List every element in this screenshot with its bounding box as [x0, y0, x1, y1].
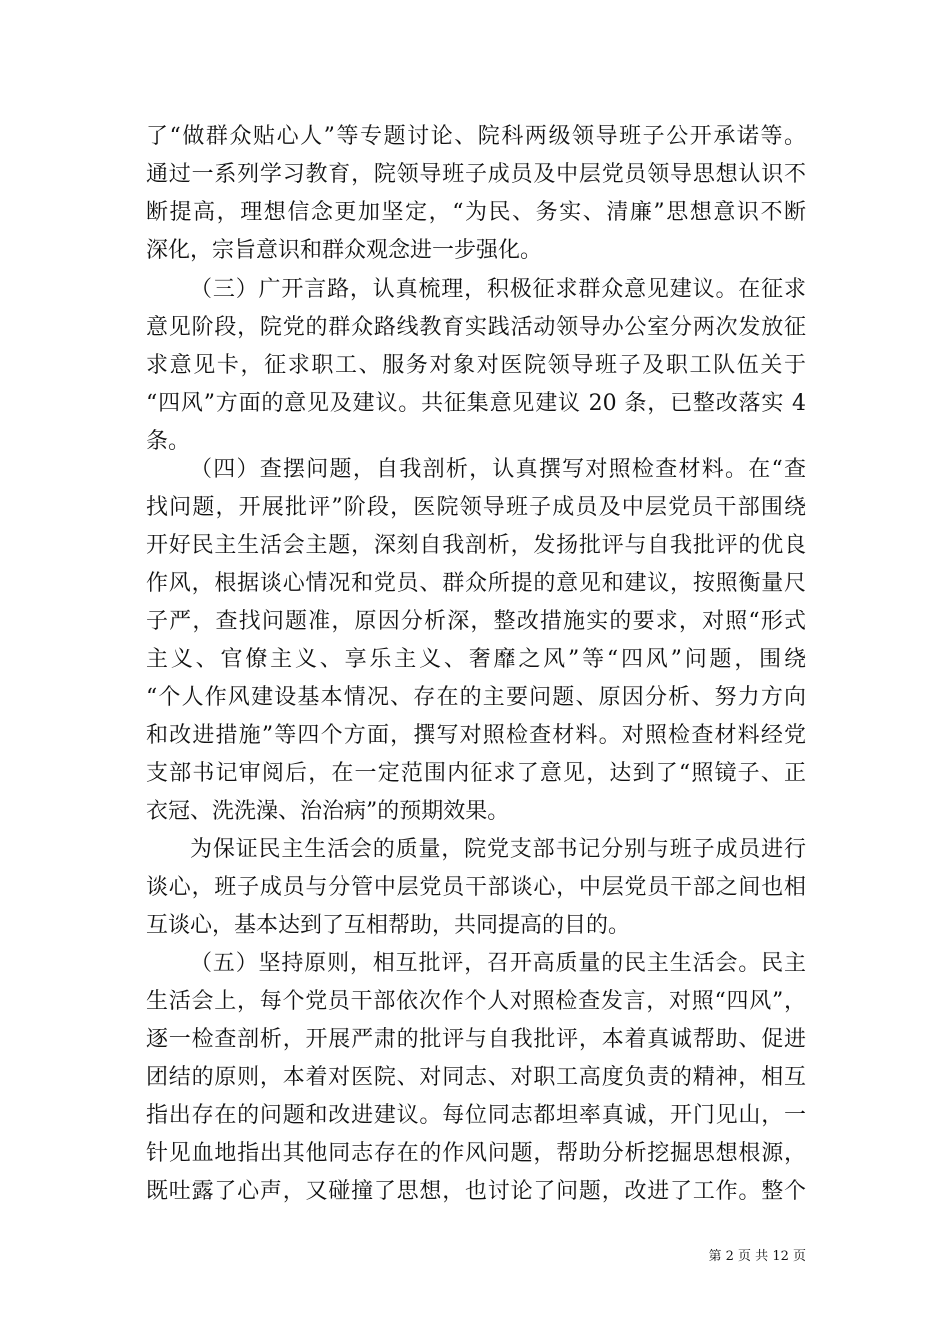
body-text-line: 条。	[146, 429, 191, 454]
body-text-line: 作风，根据谈心情况和党员、群众所提的意见和建议，按照衡量尺	[146, 571, 806, 596]
body-text-line: 针见血地指出其他同志存在的作风问题，帮助分析挖掘思想根源，	[146, 1141, 806, 1166]
paragraph-first-line: （三）广开言路，认真梳理，积极征求群众意见建议。在征求	[190, 277, 806, 302]
body-text-line: “四风”方面的意见及建议。共征集意见建议 20 条，已整改落实 4	[146, 391, 806, 416]
body-text-line: 既吐露了心声，又碰撞了思想，也讨论了问题，改进了工作。整个	[146, 1179, 806, 1204]
page-number-footer: 第 2 页 共 12 页	[708, 1249, 806, 1264]
body-text-line: 断提高，理想信念更加坚定，“为民、务实、清廉”思想意识不断	[146, 200, 806, 225]
paragraph-first-line: （四）查摆问题，自我剖析，认真撰写对照检查材料。在“查	[190, 457, 806, 482]
body-text-line: 子严，查找问题准，原因分析深，整改措施实的要求，对照“形式	[146, 609, 806, 634]
body-text-line: 逐一检查剖析，开展严肃的批评与自我批评，本着真诚帮助、促进	[146, 1027, 806, 1052]
body-text-line: 互谈心，基本达到了互相帮助，共同提高的目的。	[146, 913, 631, 938]
body-text-line: “个人作风建设基本情况、存在的主要问题、原因分析、努力方向	[146, 685, 806, 710]
body-text-line: 意见阶段，院党的群众路线教育实践活动领导办公室分两次发放征	[146, 315, 806, 340]
body-text-line: 深化，宗旨意识和群众观念进一步强化。	[146, 238, 543, 263]
paragraph-first-line: （五）坚持原则，相互批评，召开高质量的民主生活会。民主	[190, 951, 806, 976]
body-text-line: 找问题，开展批评”阶段，医院领导班子成员及中层党员干部围绕	[146, 495, 806, 520]
body-text-line: 开好民主生活会主题，深刻自我剖析，发扬批评与自我批评的优良	[146, 533, 806, 558]
body-text-line: 了“做群众贴心人”等专题讨论、院科两级领导班子公开承诺等。	[146, 124, 806, 149]
body-text-line: 支部书记审阅后，在一定范围内征求了意见，达到了“照镜子、正	[146, 761, 806, 786]
body-text-line: 求意见卡，征求职工、服务对象对医院领导班子及职工队伍关于	[146, 353, 806, 378]
body-text-line: 谈心，班子成员与分管中层党员干部谈心，中层党员干部之间也相	[146, 875, 806, 900]
body-text-line: 主义、官僚主义、享乐主义、奢靡之风”等“四风”问题，围绕	[146, 647, 806, 672]
body-text-line: 团结的原则，本着对医院、对同志、对职工高度负责的精神，相互	[146, 1065, 806, 1090]
body-text-line: 指出存在的问题和改进建议。每位同志都坦率真诚，开门见山，一	[146, 1103, 806, 1128]
body-text-line: 生活会上，每个党员干部依次作个人对照检查发言，对照“四风”，	[146, 989, 806, 1014]
body-text-line: 和改进措施”等四个方面，撰写对照检查材料。对照检查材料经党	[146, 723, 806, 748]
body-text-line: 衣冠、洗洗澡、治治病”的预期效果。	[146, 799, 510, 824]
paragraph-first-line: 为保证民主生活会的质量，院党支部书记分别与班子成员进行	[190, 837, 806, 862]
body-text-line: 通过一系列学习教育，院领导班子成员及中层党员领导思想认识不	[146, 162, 806, 187]
